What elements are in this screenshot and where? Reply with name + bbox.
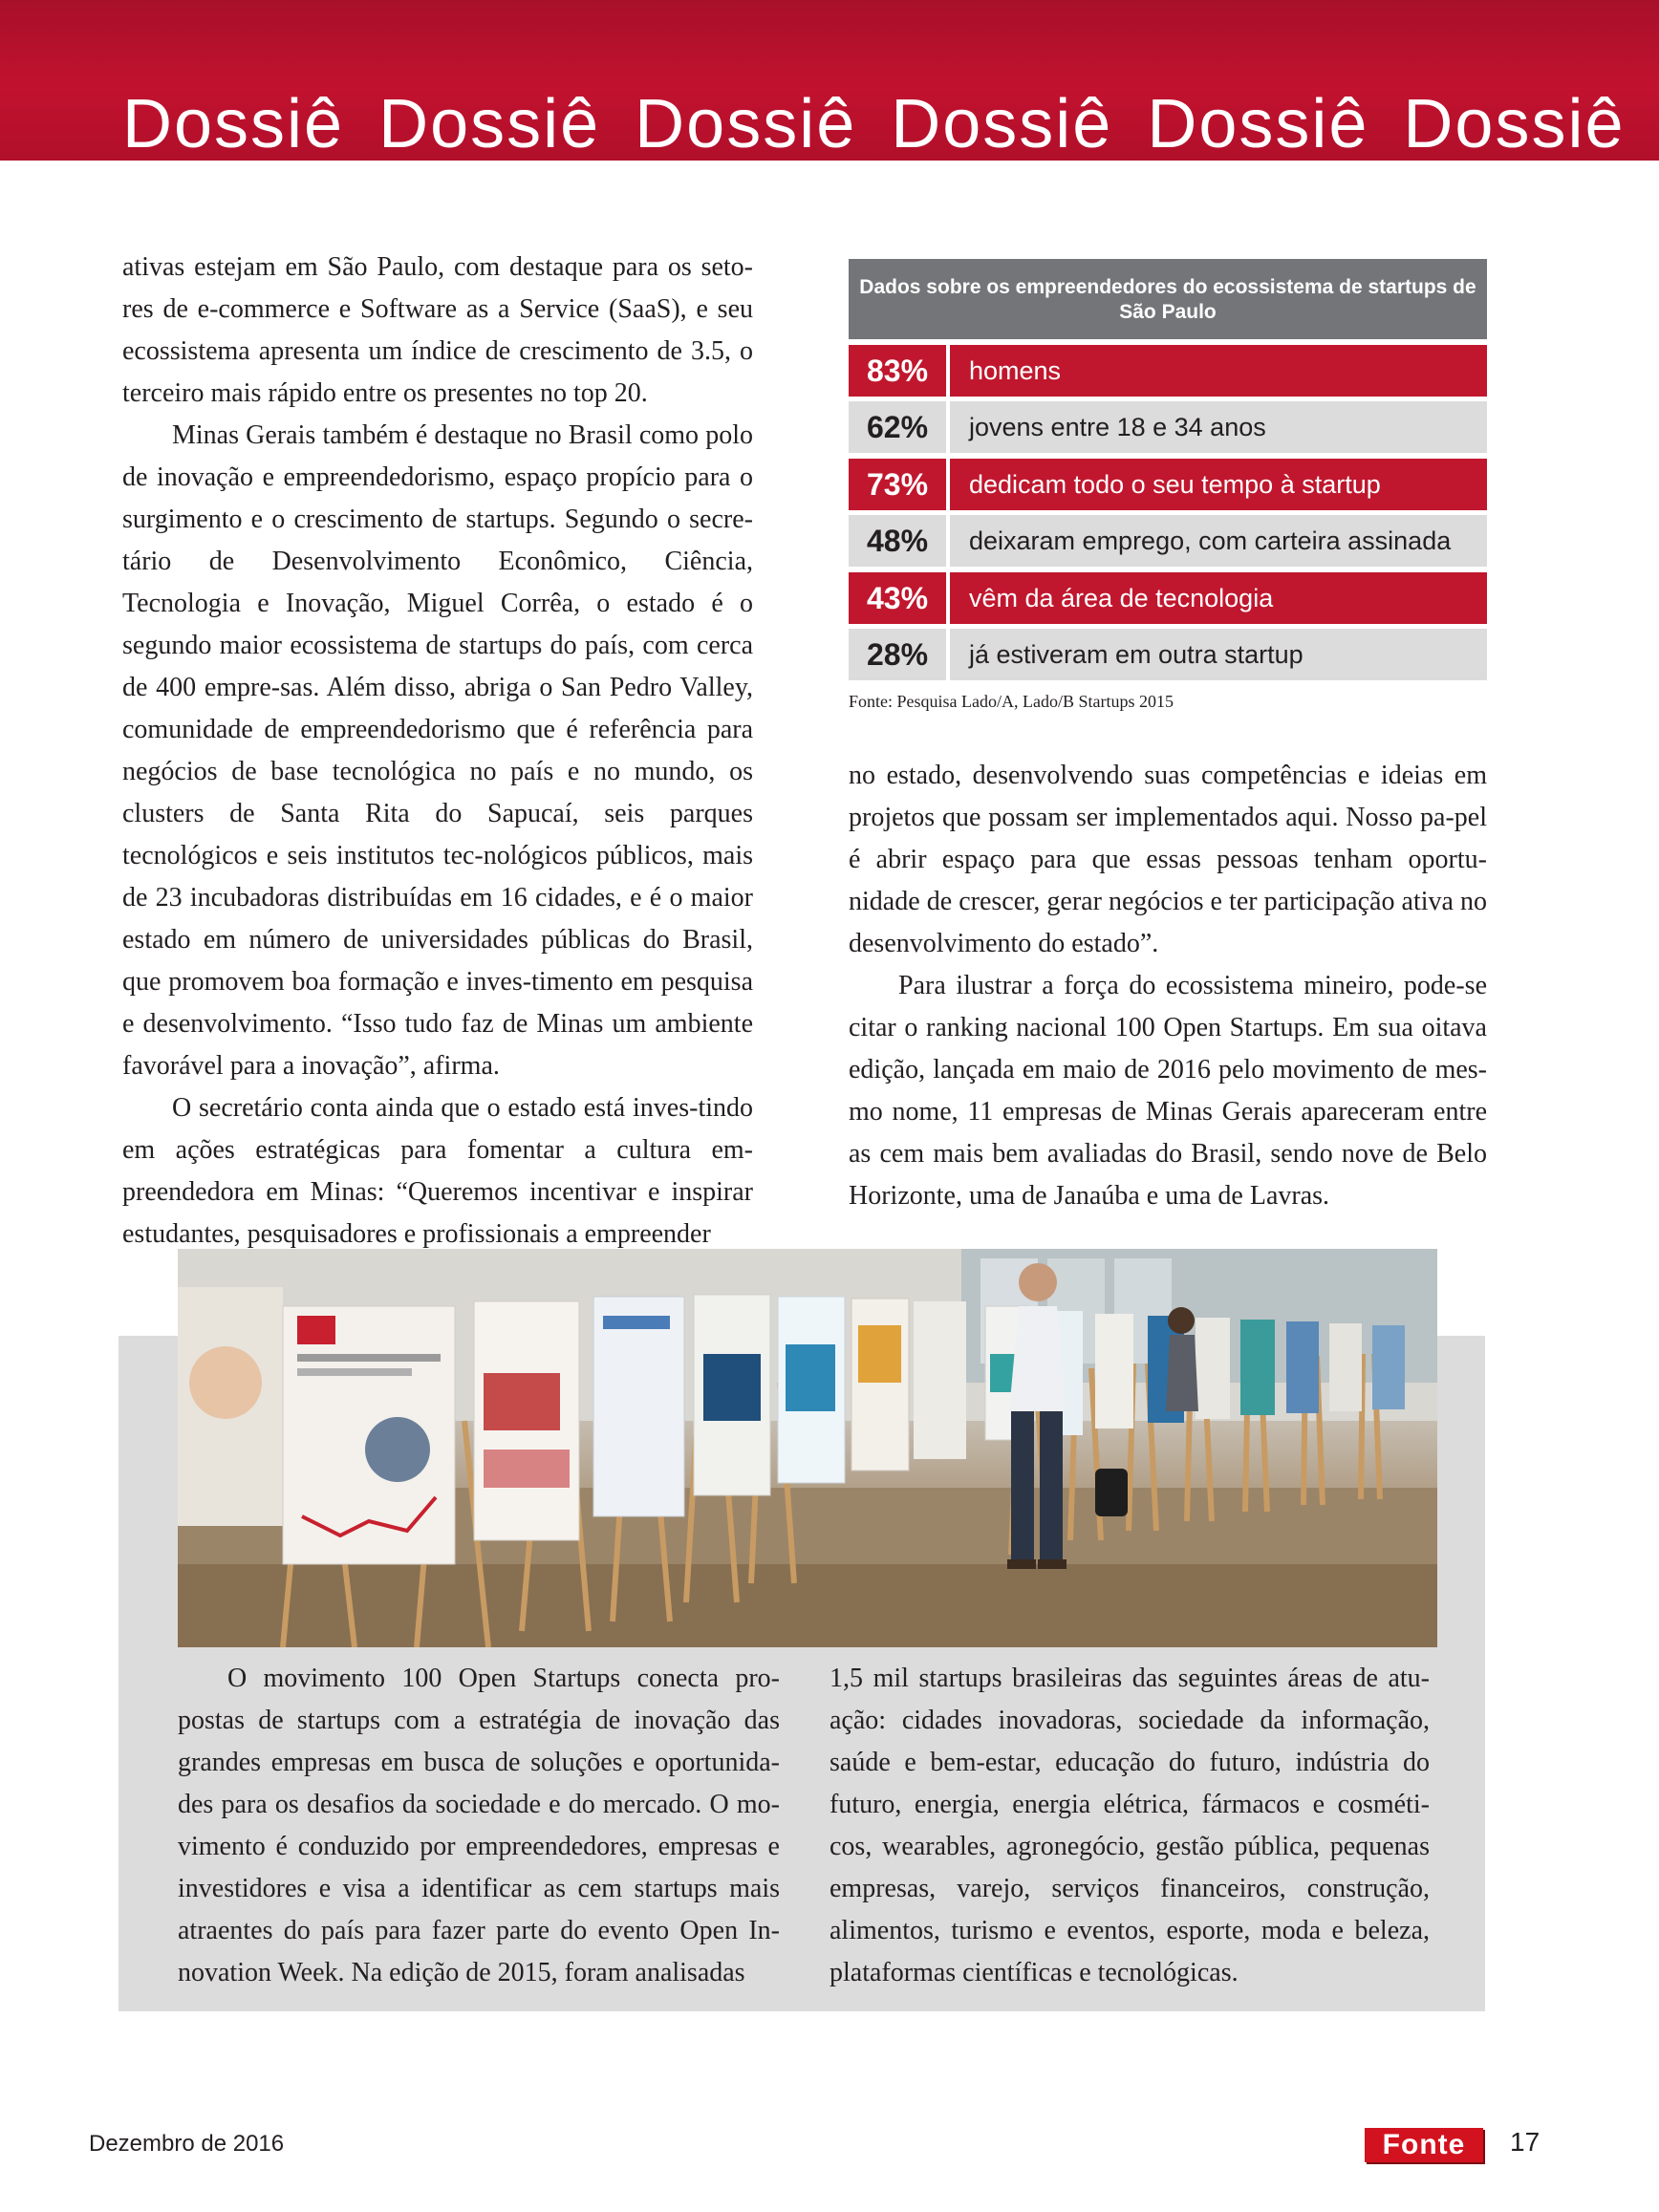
stat-label: já estiveram em outra startup: [950, 629, 1487, 680]
stat-percent: 73%: [849, 459, 946, 510]
stats-row: [849, 401, 1487, 453]
stats-row: [849, 515, 1487, 567]
stat-percent: 28%: [849, 629, 946, 680]
stat-label: dedicam todo o seu tempo à startup: [950, 459, 1487, 510]
stats-row: [849, 345, 1487, 397]
page-number: 17: [1510, 2127, 1540, 2157]
paragraph: O secretário conta ainda que o estado está inves-tindo em ações estratégicas para fomentar a cultura em-preendedora em Minas: “Queremos incentivar e inspirar estudantes, pesquisadores e profissionais a empreender: [122, 1093, 753, 1249]
paragraph: 1,5 mil startups brasileiras das seguintes áreas de atu-ação: cidades inovadoras, sociedade da informação, saúde e bem-estar, educação do futuro, indústria do futuro, energia, energia elétrica, fármacos e cosméti-cos, wearables, agronegócio, gestão pública, pequenas empresas, varejo, serviços financeiros, construção, alimentos, turismo e eventos, esporte, moda e beleza, plataformas científicas e tecnológicas.: [830, 1664, 1430, 1987]
box-column-right: [830, 1658, 1430, 1994]
section-title: Dossiê Dossiê Dossiê Dossiê Dossiê Dossiê: [122, 86, 1626, 162]
stats-table: [849, 259, 1487, 713]
footer-date: Dezembro de 2016: [89, 2131, 285, 2157]
box-column-left: [178, 1658, 780, 1994]
stats-source: Fonte: Pesquisa Lado/A, Lado/B Startups 2015: [849, 692, 1174, 711]
photo-illustration: [178, 1249, 1437, 1647]
paragraph: ativas estejam em São Paulo, com destaque para os seto-res de e-commerce e Software as a Service (SaaS), e seu ecossistema apresenta um índice de crescimento de 3.5, o terceiro mais rápido entre os presentes no top 20.: [122, 252, 753, 408]
paragraph: Para ilustrar a força do ecossistema mineiro, pode-se citar o ranking nacional 100 Open Startups. Em sua oitava edição, lançada em maio de 2016 pelo movimento de mes-mo nome, 11 empresas de Minas Gerais apareceram entre as cem mais bem avaliadas do Brasil, sendo nove de Belo Horizonte, uma de Janaúba e uma de Lavras.: [849, 971, 1487, 1211]
stat-percent: 48%: [849, 515, 946, 567]
header-band: [0, 0, 1659, 161]
magazine-logo: Fonte: [1365, 2128, 1483, 2162]
stats-row: [849, 459, 1487, 510]
stat-percent: 62%: [849, 401, 946, 453]
stat-percent: 43%: [849, 572, 946, 624]
article-column-left: [122, 247, 753, 1256]
stats-row: [849, 629, 1487, 680]
stats-table-title: Dados sobre os empreendedores do ecossistema de startups de São Paulo: [849, 259, 1487, 339]
paragraph: no estado, desenvolvendo suas competências e ideias em projetos que possam ser implementados aqui. Nosso pa-pel é abrir espaço para que essas pessoas tenham oportu-nidade de crescer, gerar negócios e ter participação ativa no desenvolvimento do estado”.: [849, 761, 1487, 958]
stat-percent: 83%: [849, 345, 946, 397]
paragraph: O movimento 100 Open Startups conecta pro-postas de startups com a estratégia de inovação das grandes empresas em busca de soluções e oportunida-des para os desafios da sociedade e do mercado. O mo-vimento é conduzido por empreendedores, empresas e investidores e visa a identificar as cem startups mais atraentes do país para fazer parte do evento Open In-novation Week. Na edição de 2015, foram analisadas: [178, 1664, 780, 1987]
stat-label: jovens entre 18 e 34 anos: [950, 401, 1487, 453]
stat-label: deixaram emprego, com carteira assinada: [950, 515, 1487, 567]
stat-label: homens: [950, 345, 1487, 397]
stat-label: vêm da área de tecnologia: [950, 572, 1487, 624]
stats-row: [849, 572, 1487, 624]
event-photo: [178, 1249, 1437, 1647]
article-column-right: [849, 755, 1487, 1217]
paragraph: Minas Gerais também é destaque no Brasil como polo de inovação e empreendedorismo, espaço propício para o surgimento e o crescimento de startups. Segundo o secre-tário de Desenvolvimento Econômico, Ciência, Tecnologia e Inovação, Miguel Corrêa, o estado é o segundo maior ecossistema de startups do país, com cerca de 400 empre-sas. Além disso, abriga o San Pedro Valley, comunidade de empreendedorismo que é referência para negócios de base tecnológica no país e no mundo, os clusters de Santa Rita do Sapucaí, seis parques tecnológicos e seis institutos tec-nológicos públicos, mais de 23 incubadoras distribuídas em 16 cidades, e é o maior estado em número de universidades públicas do Brasil, que promovem boa formação e inves-timento em pesquisa e desenvolvimento. “Isso tudo faz de Minas um ambiente favorável para a inovação”, afirma.: [122, 420, 753, 1081]
